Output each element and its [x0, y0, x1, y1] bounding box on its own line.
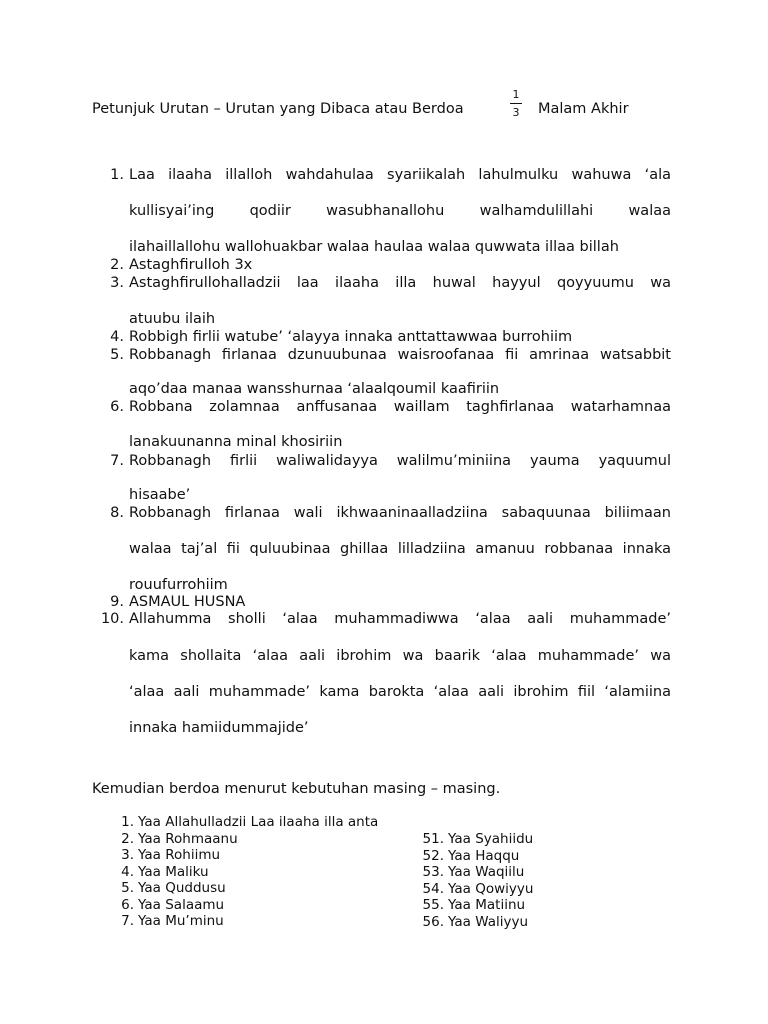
- name-number: 7.: [121, 913, 134, 929]
- name-text: Yaa Mu’minu: [138, 913, 224, 929]
- fraction-denominator: 3: [512, 106, 520, 119]
- step-text-line: Robbigh firlii watube’ ‘alayya innaka anttattawwaa burrohiim: [129, 329, 573, 345]
- step-text-line: rouufurrohiim: [129, 577, 228, 593]
- step-text-line: Robbanagh firlii waliwalidayya walilmu’miniina yauma yaquumul: [129, 453, 671, 469]
- name-number: 1.: [121, 814, 134, 830]
- step-text-line: atuubu ilaih: [129, 311, 216, 327]
- step-number: 3.: [110, 275, 124, 291]
- name-text: Yaa Matiinu: [448, 897, 526, 913]
- step-number: 10.: [100, 611, 124, 627]
- name-text: Yaa Waqiilu: [448, 864, 525, 880]
- step-number: 8.: [110, 505, 124, 521]
- name-text: Yaa Salaamu: [138, 896, 225, 913]
- step-text-line: kullisyai’ing qodiir wasubhanallohu walhamdulillahi walaa: [129, 203, 671, 219]
- fraction: [509, 88, 523, 119]
- step-number: 6.: [110, 399, 124, 415]
- name-number: 6.: [121, 896, 134, 913]
- name-number: 51.: [422, 831, 444, 847]
- step-text-line: ‘alaa aali muhammade’ kama barokta ‘alaa aali ibrohim fiil ‘alamiina: [129, 684, 671, 700]
- step-text-line: Astaghfirulloh 3x: [129, 257, 253, 273]
- step-number: 1.: [110, 167, 124, 183]
- name-number: 52.: [422, 847, 444, 864]
- name-text: Yaa Haqqu: [448, 847, 520, 864]
- step-number: 7.: [110, 453, 124, 469]
- name-text: Yaa Allahulladzii Laa ilaaha illa anta: [138, 814, 379, 830]
- name-number: 4.: [121, 863, 134, 880]
- step-text-line: Robbanagh firlanaa dzunuubunaa waisroofanaa fii amrinaa watsabbit: [129, 347, 671, 363]
- name-number: 5.: [121, 880, 134, 896]
- name-text: Yaa Rohiimu: [138, 847, 221, 863]
- step-text-line: aqo’daa manaa wansshurnaa ‘alaalqoumil kaafiriin: [129, 381, 500, 397]
- name-number: 53.: [422, 864, 444, 880]
- step-text-line: Robbanagh firlanaa wali ikhwaaninaalladziina sabaquunaa biliimaan: [129, 505, 671, 521]
- fraction-numerator: 1: [512, 88, 520, 101]
- step-text-line: lanakuunanna minal khosiriin: [129, 434, 343, 450]
- step-text-line: Astaghfirullohalladzii laa ilaaha illa huwal hayyul qoyyuumu wa: [129, 275, 671, 291]
- name-text: Yaa Qowiyyu: [448, 880, 534, 897]
- step-number: 9.: [110, 594, 124, 610]
- step-text-line: kama shollaita ‘alaa aali ibrohim wa baarik ‘alaa muhammade’ wa: [129, 648, 671, 664]
- step-text-line: Robbana zolamnaa anffusanaa waillam taghfirlanaa watarhamnaa: [129, 399, 671, 415]
- step-text-line: ilahaillallohu wallohuakbar walaa haulaa walaa quwwata illaa billah: [129, 239, 619, 255]
- step-text-line: walaa taj’al fii quluubinaa ghillaa lilladziina amanuu robbanaa innaka: [129, 541, 671, 557]
- name-text: Yaa Quddusu: [138, 880, 226, 896]
- document-title: Petunjuk Urutan – Urutan yang Dibaca atau Berdoa: [92, 101, 464, 117]
- step-text-line: ASMAUL HUSNA: [129, 594, 246, 610]
- name-number: 55.: [422, 897, 444, 913]
- name-number: 3.: [121, 847, 134, 863]
- step-number: 5.: [110, 347, 124, 363]
- name-text: Yaa Waliyyu: [448, 913, 529, 930]
- step-text-line: Laa ilaaha illalloh wahdahulaa syariikalah lahulmulku wahuwa ‘ala: [129, 167, 671, 183]
- name-number: 2.: [121, 830, 134, 847]
- name-text: Yaa Rohmaanu: [138, 830, 238, 847]
- step-number: 4.: [110, 329, 124, 345]
- step-number: 2.: [110, 257, 124, 273]
- name-number: 56.: [422, 913, 444, 930]
- fraction-bar: [510, 103, 522, 104]
- step-text-line: hisaabe’: [129, 487, 191, 503]
- document-title-suffix: Malam Akhir: [538, 101, 629, 117]
- name-number: 54.: [422, 880, 444, 897]
- name-text: Yaa Syahiidu: [448, 831, 534, 847]
- step-text-line: innaka hamiidummajide’: [129, 720, 309, 736]
- name-text: Yaa Maliku: [138, 863, 209, 880]
- closing-instruction: Kemudian berdoa menurut kebutuhan masing – masing.: [92, 781, 501, 797]
- step-text-line: Allahumma sholli ‘alaa muhammadiwwa ‘alaa aali muhammade’: [129, 611, 671, 627]
